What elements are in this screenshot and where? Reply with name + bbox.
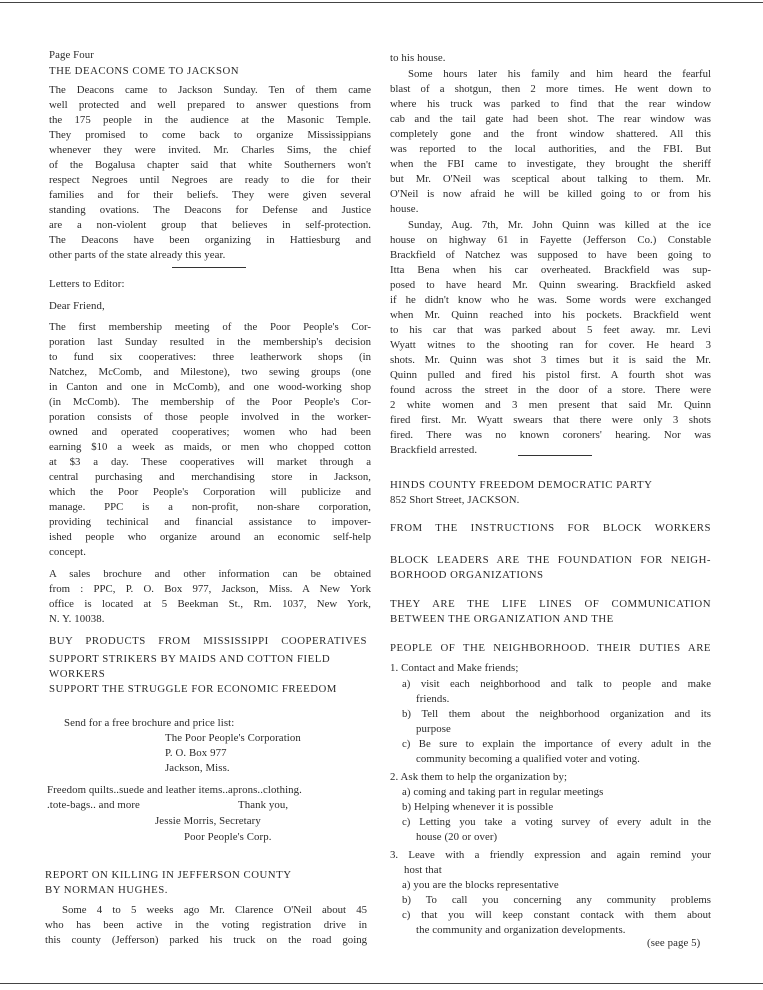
report-title: REPORT ON KILLING IN JEFFERSON COUNTY bbox=[45, 869, 292, 881]
article-line: shots. Mr. Quinn was shot 3 times but it is said the Mr. bbox=[390, 354, 711, 366]
party-name: HINDS COUNTY FREEDOM DEMOCRATIC PARTY bbox=[390, 479, 653, 491]
article-line: The Deacons have been organizing in Hattiesburg and bbox=[49, 234, 371, 246]
letter-line: office is located at 5 Beekman St., Rm. 1037, New York, bbox=[49, 598, 371, 610]
continued-reference: (see page 5) bbox=[647, 937, 701, 949]
article-line: to his car that was parked about 5 feet away. mr. Levi bbox=[390, 324, 711, 336]
article-line: was reported to the local authorities, and the FBI. But bbox=[390, 143, 711, 155]
slogan-line: SUPPORT THE STRUGGLE FOR ECONOMIC FREEDOM bbox=[49, 683, 337, 695]
letter-line: poration consists of those people involved in the worker- bbox=[49, 411, 371, 423]
list-item: host that bbox=[404, 864, 442, 876]
article-line: who has been active in the voting registration drive in bbox=[45, 919, 367, 931]
article-line: other parts of the state already this year. bbox=[49, 249, 226, 261]
letter-line: providing techinical and financial assistance to impover- bbox=[49, 516, 371, 528]
page-label: Page Four bbox=[49, 49, 94, 61]
article-line: the 175 people in the audience at the Masonic Temple. bbox=[49, 114, 371, 126]
letter-line: manage. PPC is a non-profit, non-share corporation, bbox=[49, 501, 371, 513]
letter-line: (in McComb). The membership of the Poor People's Cor- bbox=[49, 396, 371, 408]
list-item: house (20 or over) bbox=[416, 831, 498, 843]
block-leaders-line: BLOCK LEADERS ARE THE FOUNDATION FOR NEIGH- bbox=[390, 554, 711, 566]
list-item: c) Be sure to explain the importance of every adult in the bbox=[402, 738, 711, 750]
brochure-offer: Send for a free brochure and price list: bbox=[64, 717, 235, 729]
article-line: when the FBI came to investigate, they brought the sheriff bbox=[390, 158, 711, 170]
article-line: fired. There was no known coroners' hearing. Nor was bbox=[390, 429, 711, 441]
article-line: Some 4 to 5 weeks ago Mr. Clarence O'Neil about 45 bbox=[62, 904, 367, 916]
letter-line: ished people who organize around an economic self-help bbox=[49, 531, 371, 543]
article-line: when Mr. Quinn reached into his pockets. Brackfield went bbox=[390, 309, 711, 321]
article-line: where his truck was parked to find that the rear window bbox=[390, 98, 711, 110]
signer-name: Jessie Morris, Secretary bbox=[155, 815, 261, 827]
article-line: cab and the tail gate had been shot. The rear window was bbox=[390, 113, 711, 125]
list-item: a) coming and taking part in regular meetings bbox=[402, 786, 604, 798]
letters-heading: Letters to Editor: bbox=[49, 278, 125, 290]
article-line: are a non-violent group that believes in self-protection. bbox=[49, 219, 371, 231]
address-line: Jackson, Miss. bbox=[165, 762, 230, 774]
list-item: b) Helping whenever it is possible bbox=[402, 801, 554, 813]
article-line: if he didn't know who he was. Some words were exchanged bbox=[390, 294, 711, 306]
article-line: Itta Bena when his car overheated. Brackfield was sup- bbox=[390, 264, 711, 276]
list-item: c) Letting you take a voting survey of every adult in the bbox=[402, 816, 711, 828]
letter-line: central purchasing and merchandising store in Jackson, bbox=[49, 471, 371, 483]
signer-org: Poor People's Corp. bbox=[184, 831, 272, 843]
list-item: a) visit each neighborhood and talk to people and make bbox=[402, 678, 711, 690]
letter-line: owned and operated cooperatives; women who had been bbox=[49, 426, 371, 438]
list-item: 1. Contact and Make friends; bbox=[390, 662, 519, 674]
article-line: fired first. Mr. Wyatt swears that there were only 3 shots bbox=[390, 414, 711, 426]
list-item: friends. bbox=[416, 693, 450, 705]
list-item: 2. Ask them to help the organization by; bbox=[390, 771, 568, 783]
letter-line: at $3 a day. These cooperatives will market through a bbox=[49, 456, 371, 468]
letter-line: from : PPC, P. O. Box 977, Jackson, Miss. A New York bbox=[49, 583, 371, 595]
deacons-title: THE DEACONS COME TO JACKSON bbox=[49, 65, 240, 77]
party-address: 852 Short Street, JACKSON. bbox=[390, 494, 520, 506]
article-line: completely gone and the front window shattered. All this bbox=[390, 128, 711, 140]
letter-line: The first membership meeting of the Poor People's Cor- bbox=[49, 321, 371, 333]
article-line: standing ovations. The Deacons for Defense and Justice bbox=[49, 204, 371, 216]
article-line: Some hours later his family and him heard the fearful bbox=[408, 68, 711, 80]
letter-line: Natchez, McComb, and Milestone), two sewing groups (one bbox=[49, 366, 371, 378]
letter-line: which the Poor People's Corporation will publicize and bbox=[49, 486, 371, 498]
article-line: posed to have heard Mr. Quinn swearing. Brackfield asked bbox=[390, 279, 711, 291]
article-line: respect Negroes until Negroes are ready to die for their bbox=[49, 174, 371, 186]
letter-line: concept. bbox=[49, 546, 87, 558]
list-item: b) Tell them about the neighborhood organization and its bbox=[402, 708, 711, 720]
article-line: this county (Jefferson) parked his truck on the road going bbox=[45, 934, 367, 946]
letter-line: to fund six cooperatives: three leatherwork shops (in bbox=[49, 351, 371, 363]
closing: Thank you, bbox=[238, 799, 289, 811]
list-item: c) that you will keep constant contack with them about bbox=[402, 909, 711, 921]
letter-line: A sales brochure and other information can be obtained bbox=[49, 568, 371, 580]
slogan-line: WORKERS bbox=[49, 668, 106, 680]
article-line: whenever they were invited. Mr. Charles Sims, the chief bbox=[49, 144, 371, 156]
article-line: They promised to come back to organize Mississippians bbox=[49, 129, 371, 141]
article-line: of the Bogalusa chapter said that white Southerners won't bbox=[49, 159, 371, 171]
article-line: house on highway 61 in Fayette (Jefferson Co.) Constable bbox=[390, 234, 711, 246]
article-line: O'Neil is now afraid he will be killed going to or from his bbox=[390, 188, 711, 200]
list-item: a) you are the blocks representative bbox=[402, 879, 559, 891]
list-item: b) To call you concerning any community problems bbox=[402, 894, 711, 906]
life-lines-line: BETWEEN THE ORGANIZATION AND THE bbox=[390, 613, 614, 625]
bottom-border bbox=[0, 983, 763, 984]
salutation: Dear Friend, bbox=[49, 300, 105, 312]
products-line: Freedom quilts..suede and leather items..aprons..clothing. bbox=[47, 784, 302, 796]
article-line: Wyatt witnes to the shooting ran for cover. He heard 3 bbox=[390, 339, 711, 351]
article-line: found across the street in the door of a store. There were bbox=[390, 384, 711, 396]
top-border bbox=[0, 2, 763, 3]
section-divider bbox=[172, 267, 246, 268]
report-byline: BY NORMAN HUGHES. bbox=[45, 884, 168, 896]
address-line: P. O. Box 977 bbox=[165, 747, 227, 759]
letter-line: N. Y. 10038. bbox=[49, 613, 105, 625]
address-line: The Poor People's Corporation bbox=[165, 732, 301, 744]
slogan-line: SUPPORT STRIKERS BY MAIDS AND COTTON FIELD bbox=[49, 653, 331, 665]
section-divider bbox=[518, 455, 592, 456]
article-line: Quinn pulled and fired his pistol first. A fourth shot was bbox=[390, 369, 711, 381]
article-line: Sunday, Aug. 7th, Mr. John Quinn was killed at the ice bbox=[408, 219, 711, 231]
article-line: well protected and well prepared to answer questions from bbox=[49, 99, 371, 111]
article-line: families and for their beliefs. They were given several bbox=[49, 189, 371, 201]
continued-line: to his house. bbox=[390, 52, 446, 64]
list-item: purpose bbox=[416, 723, 451, 735]
letter-line: earning $10 a week as maids, or men who chopped cotton bbox=[49, 441, 371, 453]
article-line: but Mr. O'Neil was sceptical about talking to them. Mr. bbox=[390, 173, 711, 185]
article-line: house. bbox=[390, 203, 419, 215]
products-line: .tote-bags.. and more bbox=[47, 799, 140, 811]
instructions-heading: FROM THE INSTRUCTIONS FOR BLOCK WORKERS bbox=[390, 522, 711, 534]
list-item: 3. Leave with a friendly expression and again remind your bbox=[390, 849, 711, 861]
list-item: the community and organization developments. bbox=[416, 924, 626, 936]
list-item: community becoming a qualified voter and voting. bbox=[416, 753, 640, 765]
article-line: Brackfield of Natchez was supposed to have been going to bbox=[390, 249, 711, 261]
letter-line: in Canton and one in McComb), and one wood-working shop bbox=[49, 381, 371, 393]
article-line: Brackfield arrested. bbox=[390, 444, 478, 456]
duties-heading: PEOPLE OF THE NEIGHBORHOOD. THEIR DUTIES ARE bbox=[390, 642, 711, 654]
article-line: blast of a shotgun, then 2 more times. He went down to bbox=[390, 83, 711, 95]
life-lines-line: THEY ARE THE LIFE LINES OF COMMUNICATION bbox=[390, 598, 711, 610]
slogan-line: BUY PRODUCTS FROM MISSISSIPPI COOPERATIVES bbox=[49, 635, 367, 647]
letter-line: poration last Sunday resulted in the membership's decision bbox=[49, 336, 371, 348]
article-line: 2 white women and 3 men present that said Mr. Quinn bbox=[390, 399, 711, 411]
block-leaders-line: BORHOOD ORGANIZATIONS bbox=[390, 569, 544, 581]
article-line: The Deacons came to Jackson Sunday. Ten of them came bbox=[49, 84, 371, 96]
